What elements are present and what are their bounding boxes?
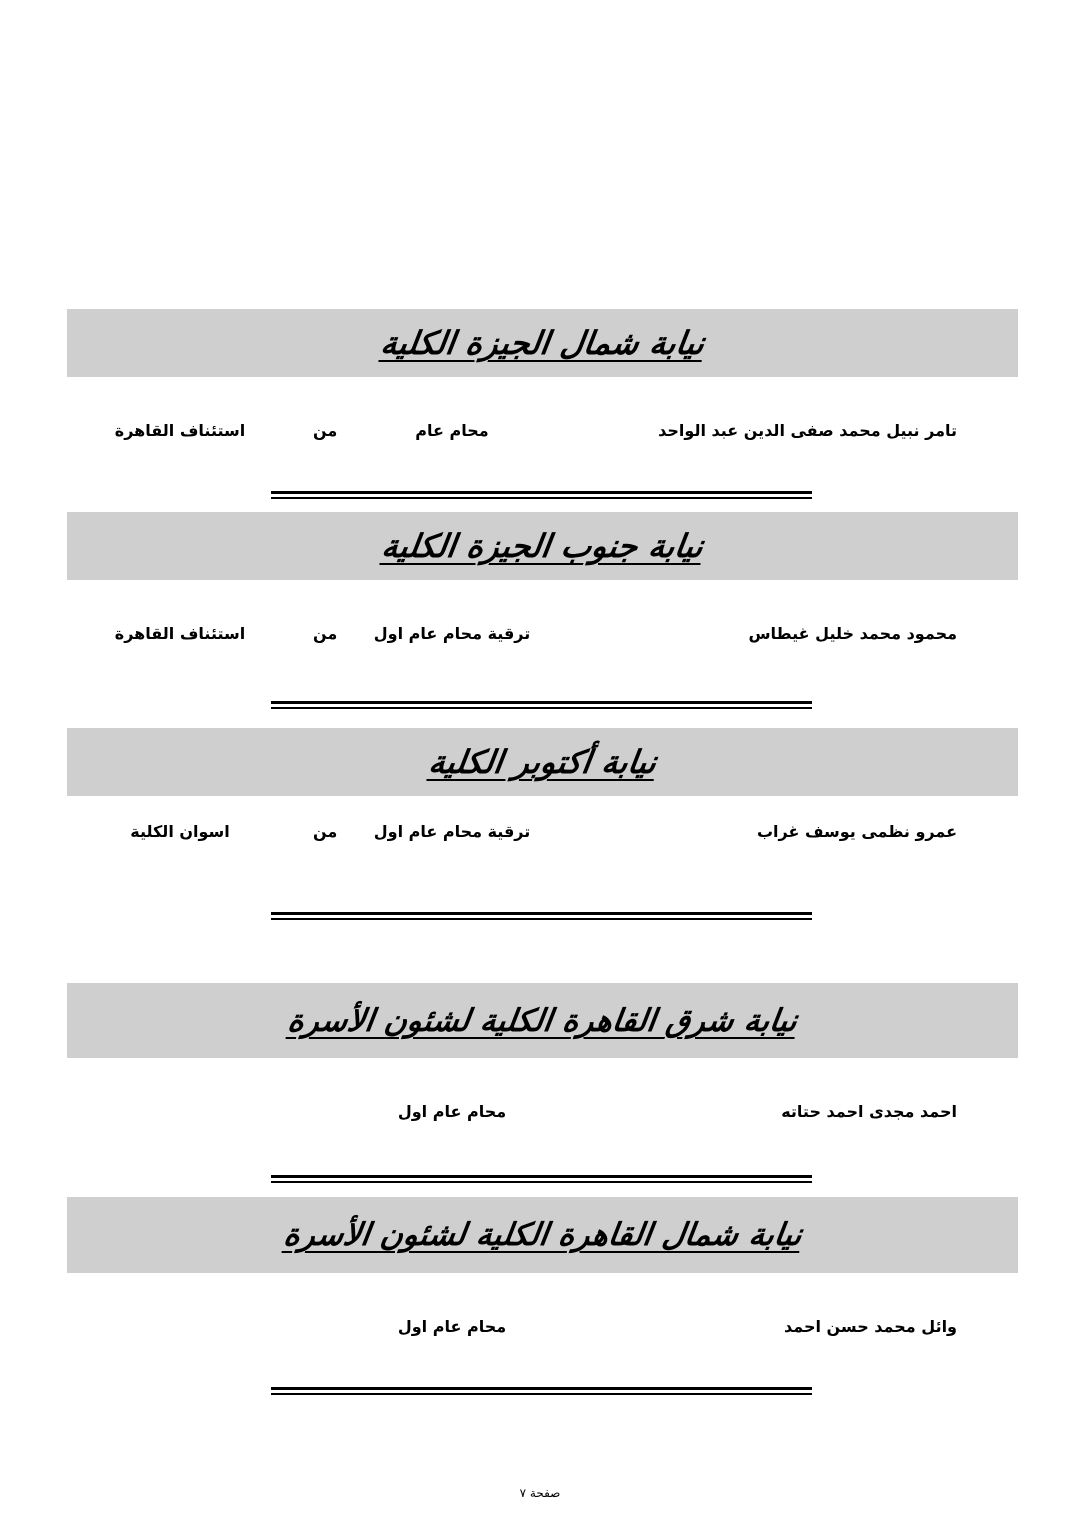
section-divider xyxy=(271,912,812,920)
page-number: صفحة ٧ xyxy=(519,1486,561,1500)
entry-position: محام عام xyxy=(415,421,489,440)
section-title: نيابة جنوب الجيزة الكلية xyxy=(379,527,706,565)
entry-name: محمود محمد خليل غيطاس xyxy=(748,624,957,643)
entry-position: محام عام اول xyxy=(397,1317,507,1336)
entry-position: محام عام اول xyxy=(397,1102,507,1121)
entry-from: من xyxy=(313,421,338,440)
section-header-north-cairo-family xyxy=(67,1197,1018,1273)
entry-court: استئناف القاهرة xyxy=(114,624,246,643)
section-divider xyxy=(271,1387,812,1395)
entry-name: وائل محمد حسن احمد xyxy=(783,1317,957,1336)
section-title: نيابة شرق القاهرة الكلية لشئون الأسرة xyxy=(285,1002,800,1039)
entry-from: من xyxy=(313,624,338,643)
section-title: نيابة أكتوبر الكلية xyxy=(426,743,659,781)
section-header-october xyxy=(67,728,1018,796)
entry-from: من xyxy=(313,822,338,841)
section-header-east-cairo-family xyxy=(67,983,1018,1058)
entry-name: عمرو نظمى يوسف غراب xyxy=(756,822,957,841)
section-header-south-giza xyxy=(67,512,1018,580)
section-divider xyxy=(271,491,812,499)
entry-position: ترقية محام عام اول xyxy=(373,822,531,841)
entry-court: استئناف القاهرة xyxy=(114,421,246,440)
entry-position: ترقية محام عام اول xyxy=(373,624,531,643)
entry-name: تامر نبيل محمد صفى الدين عبد الواحد xyxy=(658,421,957,440)
section-title: نيابة شمال القاهرة الكلية لشئون الأسرة xyxy=(281,1217,804,1253)
section-divider xyxy=(271,701,812,709)
section-divider xyxy=(271,1175,812,1183)
section-title: نيابة شمال الجيزة الكلية xyxy=(378,324,707,362)
entry-name: احمد مجدى احمد حتاته xyxy=(781,1102,957,1121)
section-header-north-giza xyxy=(67,309,1018,377)
entry-court: اسوان الكلية xyxy=(130,822,230,841)
